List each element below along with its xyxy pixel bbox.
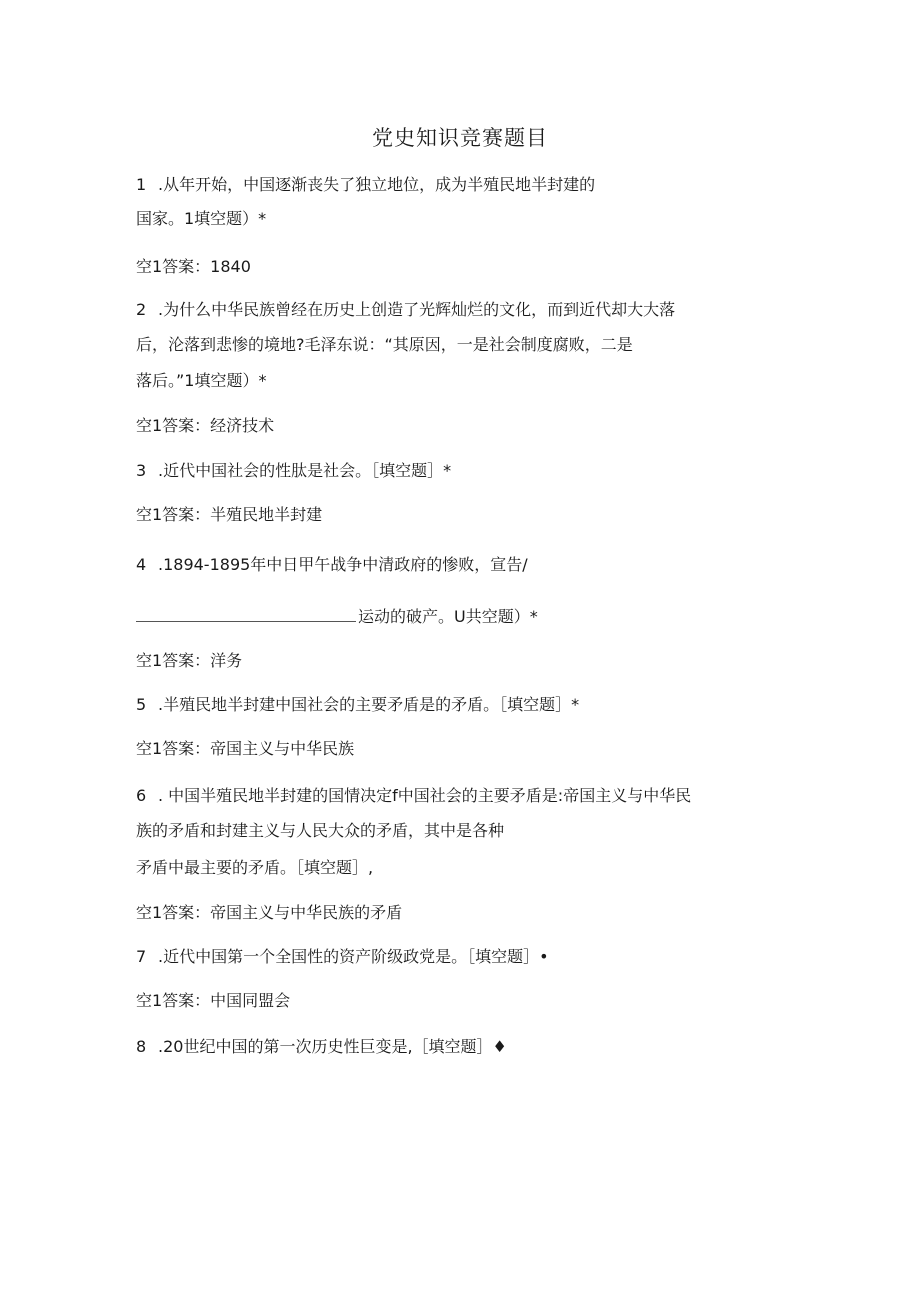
question-3-answer: 空1答案：半殖民地半封建 (136, 505, 323, 524)
question-number: 4 (136, 555, 147, 574)
question-4-answer: 空1答案：洋务 (136, 651, 243, 670)
question-number: 1 (136, 175, 147, 194)
question-3-line-1 (136, 460, 451, 482)
question-6-line-2: 族的矛盾和封建主义与人民大众的矛盾，其中是各种 (136, 821, 505, 840)
question-4-line-1 (136, 554, 528, 576)
question-1-line-2: 国家。1填空题）* (136, 209, 267, 228)
question-number: 7 (136, 947, 147, 966)
question-1-line-1 (136, 174, 595, 196)
question-text: .从年开始，中国逐渐丧失了独立地位，成为半殖民地半封建的 (158, 175, 596, 194)
question-2-answer: 空1答案：经济技术 (136, 416, 275, 435)
question-6-answer: 空1答案：帝国主义与中华民族的矛盾 (136, 903, 403, 922)
question-text: .20世纪中国的第一次历史性巨变是,［填空题］♦ (158, 1037, 507, 1056)
question-7-line-1 (136, 946, 549, 968)
question-number: 3 (136, 461, 147, 480)
question-number: 6 (136, 786, 147, 805)
question-2-line-3: 落后。”1填空题）* (136, 371, 267, 390)
question-6-line-1 (136, 785, 691, 807)
question-text: .为什么中华民族曾经在历史上创造了光辉灿烂的文化，而到近代却大大落 (158, 300, 676, 319)
question-6-line-3: 矛盾中最主要的矛盾。［填空题］, (136, 858, 374, 877)
question-7-answer: 空1答案：中国同盟会 (136, 991, 291, 1010)
question-8-line-1 (136, 1036, 507, 1058)
question-2-line-1 (136, 299, 675, 321)
page-title: 党史知识竞赛题目 (372, 126, 548, 150)
question-text: . 中国半殖民地半封建的国情决定f中国社会的主要矛盾是:帝国主义与中华民 (158, 786, 692, 805)
question-number: 8 (136, 1037, 147, 1056)
question-text: .半殖民地半封建中国社会的主要矛盾是的矛盾。［填空题］* (158, 695, 580, 714)
fill-in-blank (136, 607, 356, 622)
question-text: .近代中国社会的性肽是社会。［填空题］* (158, 461, 452, 480)
question-text: .近代中国第一个全国性的资产阶级政党是。［填空题］• (158, 947, 549, 966)
question-2-line-2: 后，沦落到悲惨的境地?毛泽东说：“其原因，一是社会制度腐败，二是 (136, 335, 633, 354)
question-text: 运动的破产。U共空题）* (358, 607, 538, 626)
question-5-line-1 (136, 694, 579, 716)
question-number: 5 (136, 695, 147, 714)
question-1-answer: 空1答案：1840 (136, 257, 251, 276)
question-4-line-2 (136, 606, 538, 628)
question-5-answer: 空1答案：帝国主义与中华民族 (136, 739, 355, 758)
question-number: 2 (136, 300, 147, 319)
question-text: .1894-1895年中日甲午战争中清政府的惨败，宣告/ (158, 555, 528, 574)
